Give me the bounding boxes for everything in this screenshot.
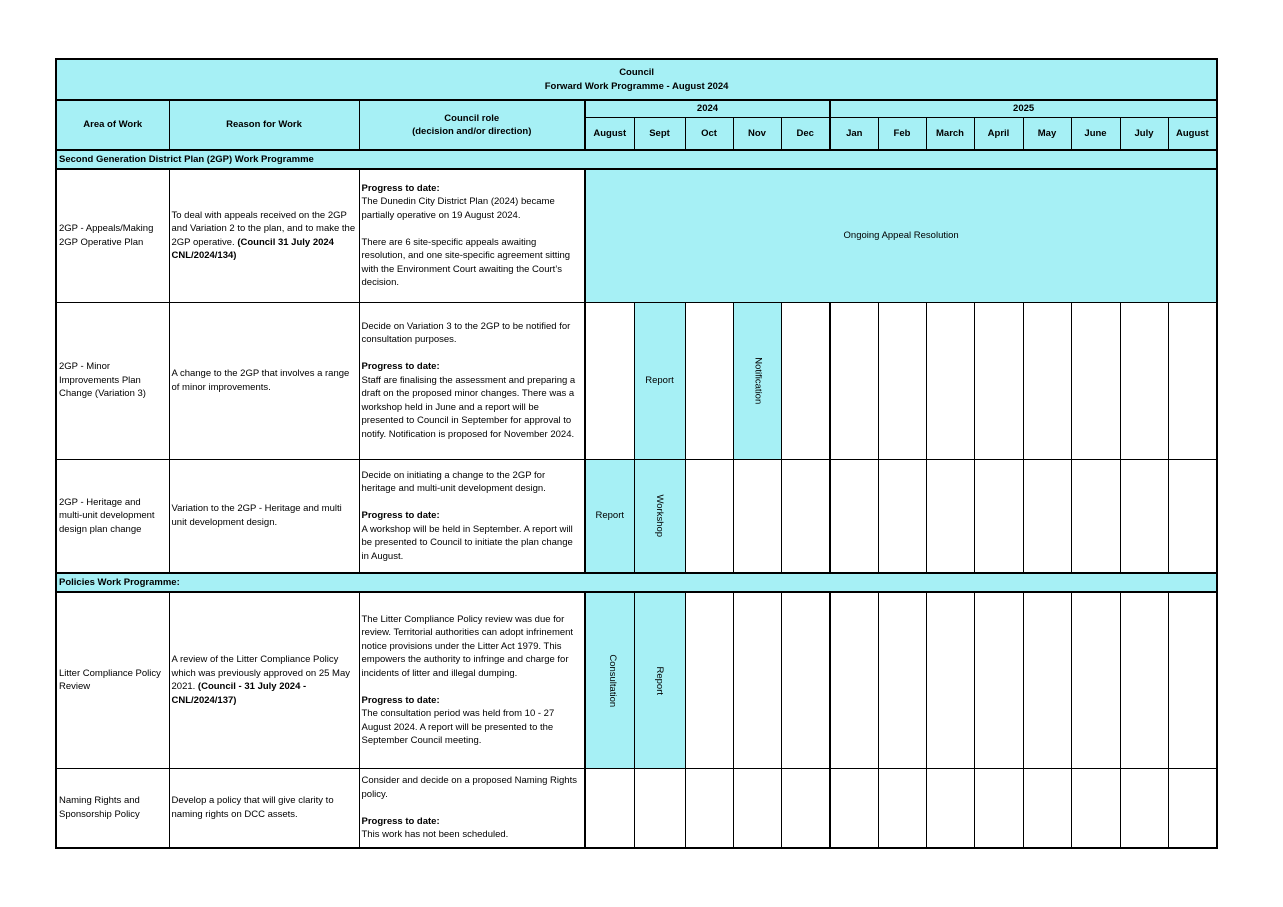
council-role-cell (359, 768, 585, 848)
timeline-cell (733, 459, 781, 573)
role-text: Decide on Variation 3 to the 2GP to be notified for consultation purposes. (361, 320, 571, 346)
timeline-cell (926, 768, 974, 848)
reason-reference: (Council 31 July 2024 CNL/2024/134) (171, 236, 334, 262)
month-header: April (974, 118, 1023, 151)
area-of-work-cell: Naming Rights and Sponsorship Policy (56, 768, 169, 848)
timeline-cell (1071, 768, 1120, 848)
timeline-cell (1168, 592, 1217, 768)
reason-cell: Variation to the 2GP - Heritage and multi unit development design. (169, 459, 359, 573)
month-header: August (585, 118, 634, 151)
timeline-cell (781, 302, 830, 459)
timeline-cell (878, 768, 926, 848)
timeline-cell (685, 459, 733, 573)
title-line-1: Council (619, 67, 655, 78)
table-row (56, 302, 1217, 459)
timeline-cell (974, 768, 1023, 848)
timeline-cell (1071, 459, 1120, 573)
section-heading-policies: Policies Work Programme: (56, 573, 1217, 592)
council-role-cell (359, 459, 585, 573)
reason-cell: Develop a policy that will give clarity to naming rights on DCC assets. (169, 768, 359, 848)
progress-text: A workshop will be held in September. A report will be presented to Council to initiate the plan change in August. (361, 523, 573, 562)
workshop-label: Workshop (654, 494, 666, 538)
month-header: Dec (781, 118, 830, 151)
month-header: July (1120, 118, 1168, 151)
timeline-cell (1168, 302, 1217, 459)
progress-text: There are 6 site-specific appeals awaiting resolution, and one site-specific agreement sitting with the Environment Court awaiting the Court’s decision. (361, 236, 571, 289)
reason-cell (169, 169, 359, 302)
table-row (56, 169, 1217, 302)
month-header: May (1023, 118, 1071, 151)
timeline-cell (781, 592, 830, 768)
timeline-cell (926, 592, 974, 768)
table-row (56, 592, 1217, 768)
month-header: August (1168, 118, 1217, 151)
timeline-cell (974, 592, 1023, 768)
timeline-cell (585, 302, 634, 459)
progress-text: Staff are finalising the assessment and preparing a draft on the proposed minor changes. There was a workshop held in June and a report will be presented to Council in September for approval to notify. Notification is proposed for November 2024. (361, 374, 576, 440)
timeline-cell (830, 592, 878, 768)
timeline-cell-notification (733, 302, 781, 459)
progress-label: Progress to date: (361, 510, 440, 521)
timeline-cell (585, 768, 634, 848)
timeline-cell (974, 459, 1023, 573)
timeline-cell (634, 768, 685, 848)
timeline-cell (1023, 302, 1071, 459)
timeline-cell (1071, 592, 1120, 768)
progress-label: Progress to date: (361, 361, 440, 373)
header-area-of-work: Area of Work (56, 100, 169, 150)
area-of-work-cell: Litter Compliance Policy Review (56, 592, 169, 768)
timeline-cell-report (634, 592, 685, 768)
timeline-cell (830, 459, 878, 573)
progress-label: Progress to date: (361, 182, 440, 194)
timeline-cell (830, 768, 878, 848)
timeline-bar-ongoing: Ongoing Appeal Resolution (585, 169, 1217, 302)
timeline-cell (781, 768, 830, 848)
reason-text: A review of the Litter Compliance Policy which was previously approved on 25 May 2021. (171, 654, 350, 693)
timeline-cell (1071, 302, 1120, 459)
header-year-2025: 2025 (830, 100, 1217, 118)
timeline-cell (685, 302, 733, 459)
role-text: Consider and decide on a proposed Naming Rights policy. (361, 775, 577, 800)
timeline-cell (781, 459, 830, 573)
council-role-cell (359, 169, 585, 302)
area-of-work-cell: 2GP - Appeals/Making 2GP Operative Plan (56, 169, 169, 302)
timeline-cell (685, 592, 733, 768)
reason-cell (169, 592, 359, 768)
section-heading-2gp: Second Generation District Plan (2GP) Work Programme (56, 150, 1217, 169)
header-reason-for-work: Reason for Work (169, 100, 359, 150)
month-header: Jan (830, 118, 878, 151)
header-council-role-line1: Council role (444, 112, 500, 124)
timeline-cell (1120, 459, 1168, 573)
council-role-cell (359, 592, 585, 768)
timeline-cell (878, 459, 926, 573)
reason-text: To deal with appeals received on the 2GP and Variation 2 to the plan, and to make the 2GP operative. (171, 209, 356, 248)
table-row (56, 768, 1217, 848)
timeline-cell (926, 459, 974, 573)
month-header: March (926, 118, 974, 151)
notification-label: Notification (751, 357, 763, 404)
timeline-cell (1168, 459, 1217, 573)
month-header: Sept (634, 118, 685, 151)
page-title (56, 59, 1217, 100)
progress-label: Progress to date: (361, 694, 440, 706)
timeline-cell (1120, 302, 1168, 459)
reason-cell: A change to the 2GP that involves a range of minor improvements. (169, 302, 359, 459)
timeline-cell-consultation (585, 592, 634, 768)
timeline-cell (830, 302, 878, 459)
timeline-cell (1023, 592, 1071, 768)
role-text: The Litter Compliance Policy review was due for review. Territorial authorities can adopt infrinement notice provisions under the Litter Act 1979. This empowers the authority to infringe and charge for incidents of litter and illegal dumping. (361, 613, 574, 679)
area-of-work-cell: 2GP - Minor Improvements Plan Change (Variation 3) (56, 302, 169, 459)
timeline-cell (926, 302, 974, 459)
month-header: June (1071, 118, 1120, 151)
title-line-2: Forward Work Programme - August 2024 (544, 80, 729, 92)
timeline-cell-workshop (634, 459, 685, 573)
month-header: Nov (733, 118, 781, 151)
area-of-work-cell: 2GP - Heritage and multi-unit development design plan change (56, 459, 169, 573)
report-label: Report (654, 665, 666, 695)
timeline-cell (878, 592, 926, 768)
progress-text: This work has not been scheduled. (361, 829, 509, 840)
timeline-cell (878, 302, 926, 459)
timeline-cell (733, 768, 781, 848)
header-council-role-line2: (decision and/or direction) (412, 126, 532, 137)
month-header: Feb (878, 118, 926, 151)
timeline-cell-report: Report (634, 302, 685, 459)
timeline-cell (1168, 768, 1217, 848)
timeline-cell (1023, 459, 1071, 573)
consultation-label: Consultation (607, 653, 619, 707)
timeline-cell (733, 592, 781, 768)
timeline-cell (1023, 768, 1071, 848)
timeline-cell (1120, 592, 1168, 768)
role-text: Decide on initiating a change to the 2GP for heritage and multi-unit development design. (361, 469, 546, 494)
timeline-cell-report: Report (585, 459, 634, 573)
forward-work-programme-table (55, 58, 1218, 849)
progress-label: Progress to date: (361, 815, 440, 827)
header-year-2024: 2024 (585, 100, 830, 118)
header-council-role (359, 100, 585, 150)
timeline-cell (685, 768, 733, 848)
timeline-cell (974, 302, 1023, 459)
reason-reference: (Council - 31 July 2024 - CNL/2024/137) (171, 681, 307, 706)
progress-text: The consultation period was held from 10 - 27 August 2024. A report will be presented to the September Council meeting. (361, 708, 555, 747)
progress-text: The Dunedin City District Plan (2024) became partially operative on 19 August 2024. (361, 196, 555, 221)
council-role-cell (359, 302, 585, 459)
timeline-cell (1120, 768, 1168, 848)
table-row (56, 459, 1217, 573)
month-header: Oct (685, 118, 733, 151)
